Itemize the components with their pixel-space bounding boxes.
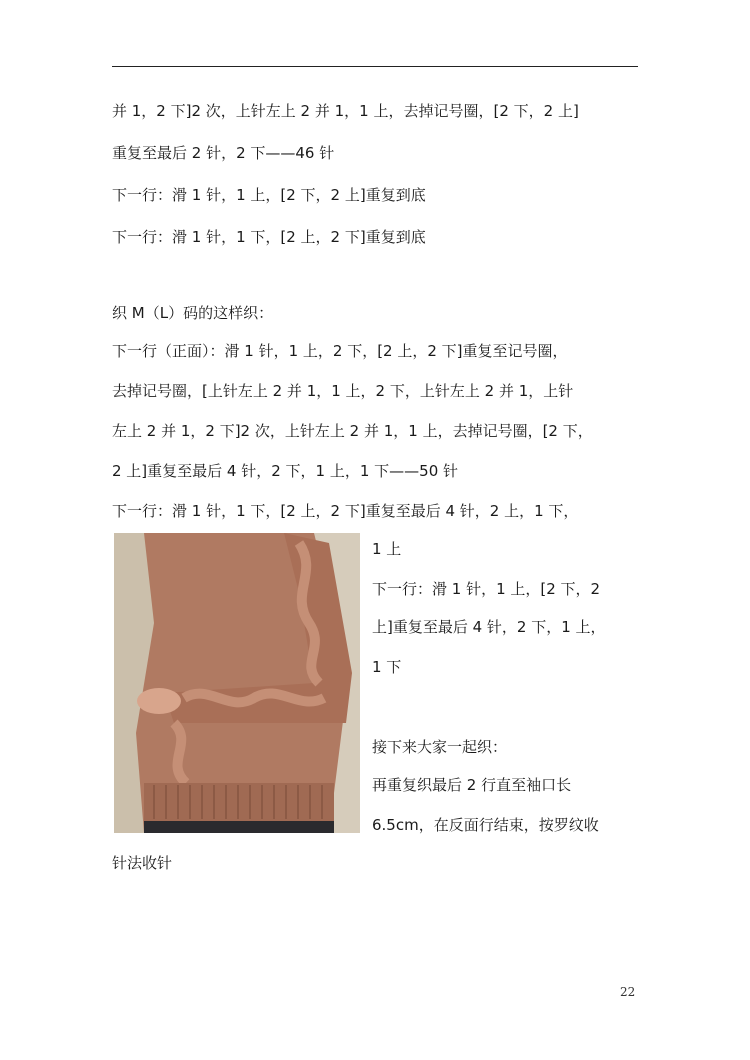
side-text-line: 6.5cm，在反面行结束，按罗纹收 [372,816,599,834]
text-line: 下一行：滑 1 针，1 下，[2 上，2 下]重复到底 [112,228,426,246]
text-line: 并 1，2 下]2 次，上针左上 2 并 1，1 上，去掉记号圈，[2 下，2 上] [112,102,579,120]
side-text-line: 上]重复至最后 4 针，2 下，1 上， [372,618,606,636]
sweater-illustration [114,533,360,833]
side-text-line: 下一行：滑 1 针，1 上，[2 下，2 [372,580,601,598]
text-line: 重复至最后 2 针，2 下——46 针 [112,144,335,162]
side-text-line: 1 上 [372,540,402,558]
text-line: 左上 2 并 1，2 下]2 次，上针左上 2 并 1，1 上，去掉记号圈，[2 下， [112,422,593,440]
text-line: 下一行：滑 1 针，1 上，[2 下，2 上]重复到底 [112,186,426,204]
side-text-line: 1 下 [372,658,402,676]
page-number: 22 [620,985,636,999]
text-line: 针法收针 [112,854,173,872]
text-line: 去掉记号圈，[上针左上 2 并 1，1 上，2 下，上针左上 2 并 1，上针 [112,382,574,400]
text-line: 下一行（正面）：滑 1 针，1 上，2 下，[2 上，2 下]重复至记号圈， [112,342,568,360]
sweater-photo [114,533,360,833]
together-heading: 接下来大家一起织： [372,738,508,756]
section-heading: 织 M（L）码的这样织： [112,304,274,322]
text-line: 下一行：滑 1 针，1 下，[2 上，2 下]重复至最后 4 针，2 上，1 下， [112,502,579,520]
header-rule [112,66,638,67]
text-line: 2 上]重复至最后 4 针，2 下，1 上，1 下——50 针 [112,462,459,480]
side-text-line: 再重复织最后 2 行直至袖口长 [372,776,572,794]
